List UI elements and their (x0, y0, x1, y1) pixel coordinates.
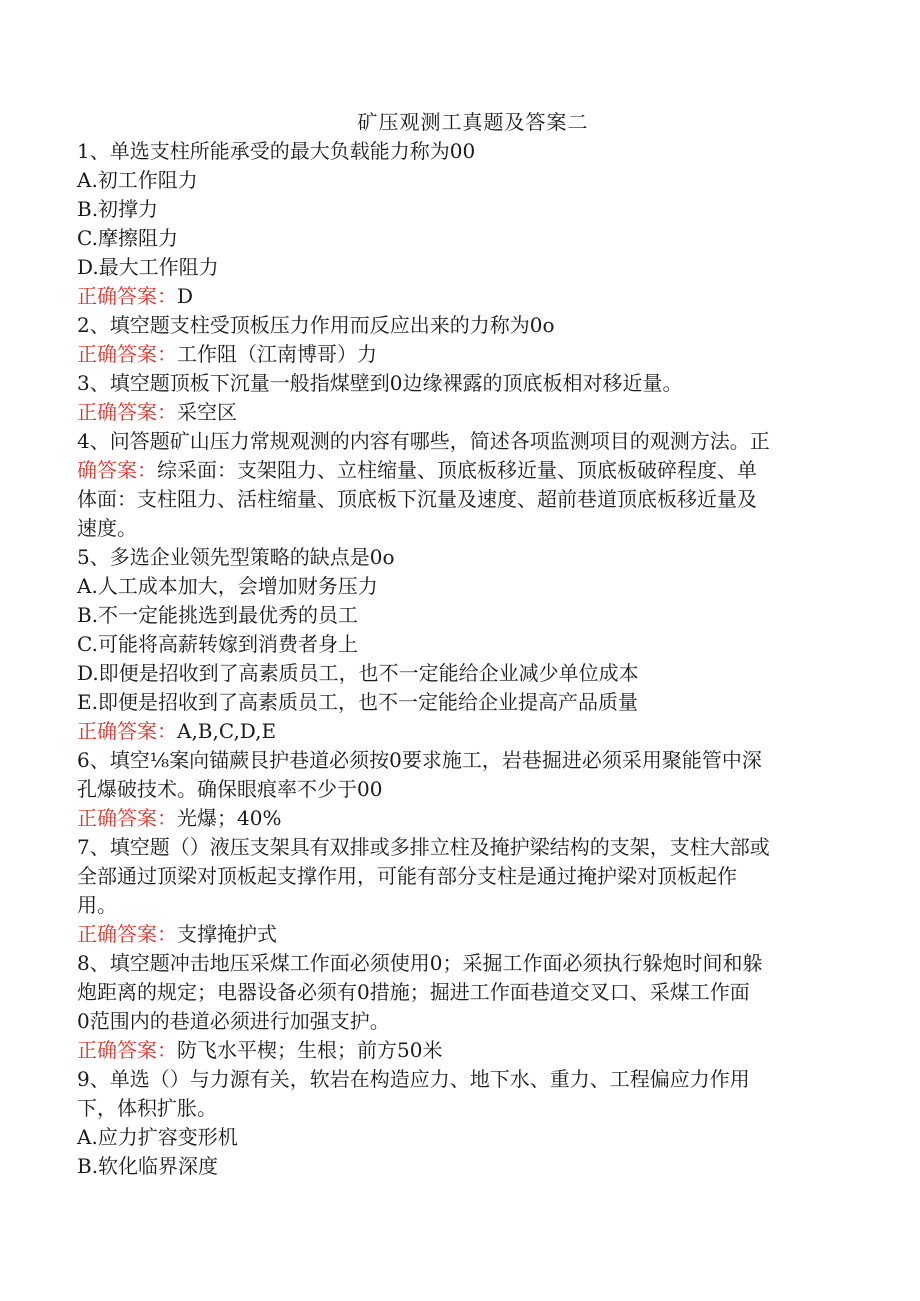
text-line: 下，体积扩胀。 (77, 1096, 217, 1120)
text-line: 7、填空题（）液压支架具有双排或多排立柱及掩护梁结构的支架，支柱大部或 (77, 835, 770, 859)
text-line: 用。 (77, 893, 117, 917)
text-line: 9、单选（）与力源有关，软岩在构造应力、地下水、重力、工程偏应力作用 (77, 1067, 750, 1091)
answer-value: 工作阻（江南博哥）力 (177, 342, 377, 366)
answer-label: 正确答案： (77, 806, 177, 830)
text-line: 8、填空题冲击地压采煤工作面必须使用0；采掘工作面必须执行躲炮时间和躲 (77, 951, 763, 975)
answer-label: 正确答案： (77, 284, 177, 308)
answer-label: 正确答案： (77, 922, 177, 946)
answer-line (77, 340, 829, 369)
answer-value: 综采面：支架阻力、立柱缩量、顶底板移近量、顶底板破碎程度、单 (157, 458, 757, 482)
document-title: 矿压观测工真题及答案二 (357, 110, 589, 134)
text-line: 孔爆破技术。确保眼痕率不少于00 (77, 777, 383, 801)
text-line: 1、单选支柱所能承受的最大负载能力称为00 (77, 139, 476, 163)
text-line: 4、问答题矿山压力常规观测的内容有哪些，简述各项监测项目的观测方法。正 (77, 429, 770, 453)
document-body (77, 137, 829, 1181)
text-line: 2、填空题支柱受顶板压力作用而反应出来的力称为0o (77, 313, 555, 337)
text-line: 速度。 (77, 516, 137, 540)
answer-value: 支撑掩护式 (177, 922, 277, 946)
text-line: 炮距离的规定；电器设备必须有0措施；掘进工作面巷道交叉口、采煤工作面 (77, 980, 750, 1004)
answer-value: D (177, 284, 194, 308)
text-line: A.人工成本加大，会增加财务压力 (77, 574, 378, 598)
text-line: E.即便是招收到了高素质员工，也不一定能给企业提高产品质量 (77, 690, 638, 714)
answer-line (77, 804, 829, 833)
text-line: A.应力扩容变形机 (77, 1125, 238, 1149)
answer-label: 正确答案： (77, 719, 177, 743)
answer-label: 确答案： (77, 458, 157, 482)
text-line: D.最大工作阻力 (77, 255, 219, 279)
answer-line (77, 282, 829, 311)
text-line: 0范围内的巷道必须进行加强支护。 (77, 1009, 390, 1033)
text-line: 全部通过顶梁对顶板起支撑作用，可能有部分支柱是通过掩护梁对顶板起作 (77, 864, 737, 888)
answer-label: 正确答案： (77, 342, 177, 366)
text-line: 6、填空⅛案向锚蕨艮护巷道必须按0要求施工，岩巷掘进必须采用聚能管中深 (77, 748, 762, 772)
text-line: A.初工作阻力 (77, 168, 198, 192)
answer-value: A,B,C,D,E (177, 719, 277, 743)
answer-line (77, 920, 829, 949)
answer-value: 防飞水平楔；生根；前方50米 (177, 1038, 443, 1062)
text-line: 5、多选企业领先型策略的缺点是0o (77, 545, 395, 569)
text-line: 3、填空题顶板下沉量一般指煤壁到0边缘裸露的顶底板相对移近量。 (77, 371, 683, 395)
answer-value: 采空区 (177, 400, 237, 424)
answer-value: 光爆；40% (177, 806, 282, 830)
text-line: C.摩擦阻力 (77, 226, 178, 250)
answer-line (77, 1036, 829, 1065)
text-line: B.初撑力 (77, 197, 159, 221)
text-line: 体面：支柱阻力、活柱缩量、顶底板下沉量及速度、超前巷道顶底板移近量及 (77, 487, 757, 511)
text-line: D.即便是招收到了高素质员工，也不一定能给企业减少单位成本 (77, 661, 639, 685)
document-page (77, 108, 829, 1181)
answer-line (77, 398, 829, 427)
text-line: C.可能将高薪转嫁到消费者身上 (77, 632, 358, 656)
answer-label: 正确答案： (77, 400, 177, 424)
answer-line (77, 456, 829, 485)
text-line: B.不一定能挑选到最优秀的员工 (77, 603, 359, 627)
answer-line (77, 717, 829, 746)
answer-label: 正确答案： (77, 1038, 177, 1062)
text-line: B.软化临界深度 (77, 1154, 219, 1178)
